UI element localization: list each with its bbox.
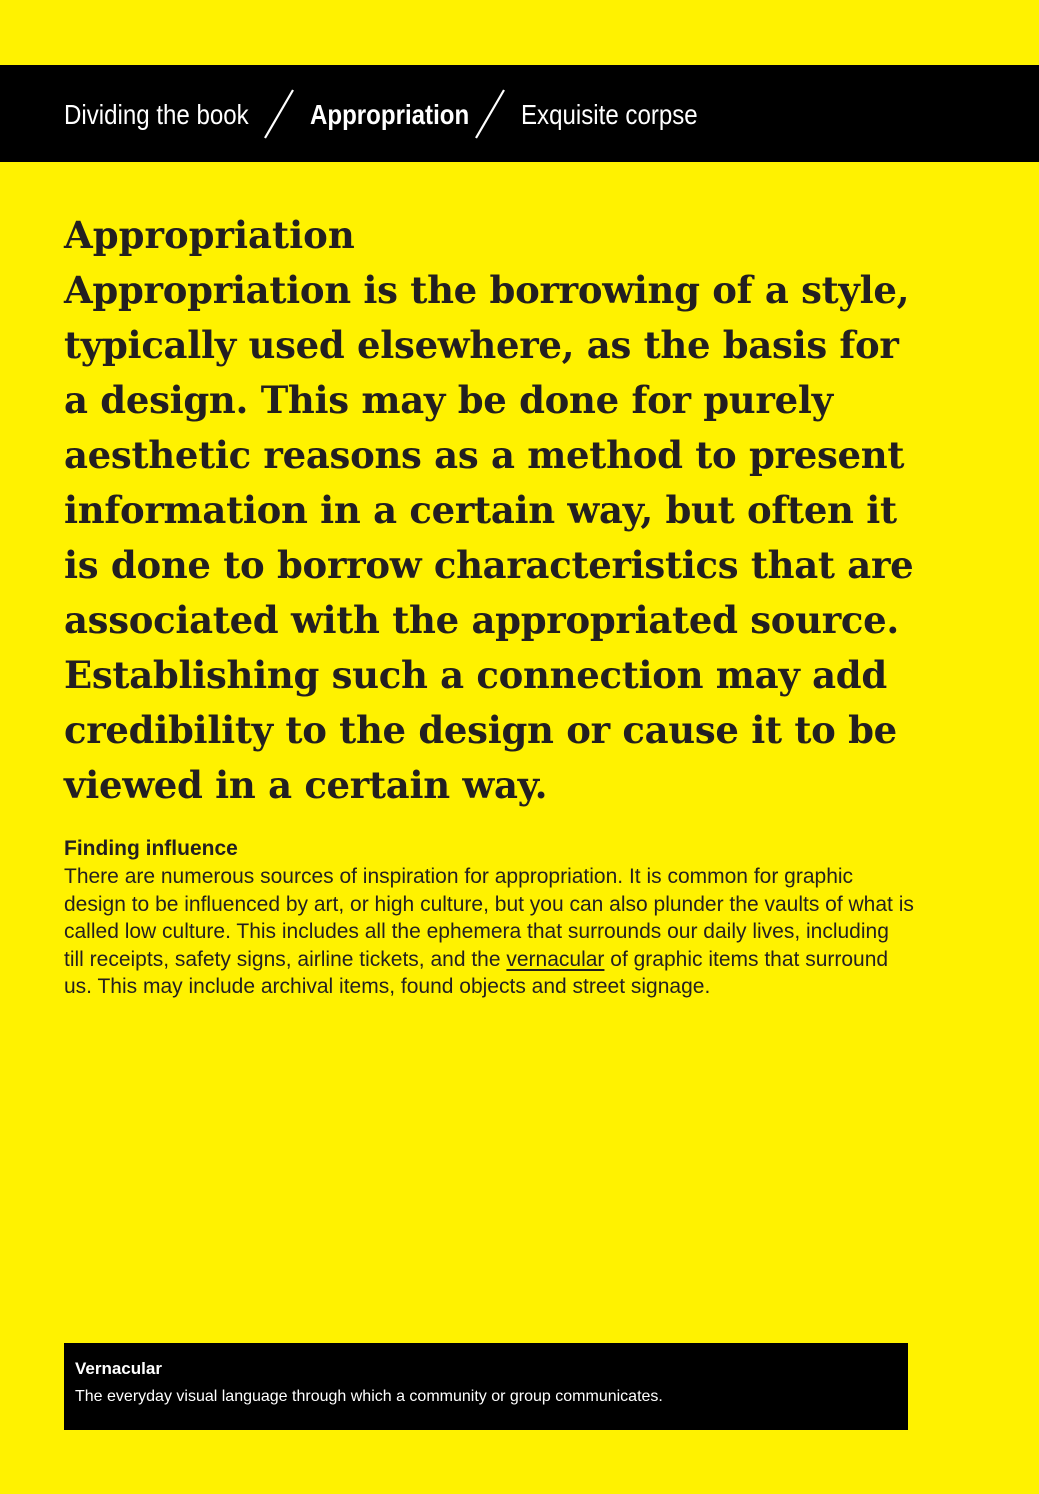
- section-title: Finding influence: [64, 837, 238, 860]
- vernacular-link[interactable]: vernacular: [506, 947, 605, 971]
- page-title: Appropriation: [64, 213, 355, 257]
- nav-item-dividing-the-book[interactable]: Dividing the book: [64, 99, 249, 130]
- definition-term: Vernacular: [75, 1359, 162, 1378]
- body-text-after-link: of graphic items that surround us. This may include archival items, found objects and street signage.: [64, 947, 889, 998]
- slash-separator-icon: [474, 89, 506, 139]
- slash-separator-icon: [263, 89, 295, 139]
- definition-box: [64, 1343, 908, 1430]
- body-text-before-link: There are numerous sources of inspiration for appropriation. It is common for graphic design to be influenced by art, or high culture, but you can also plunder the vaults of what is called low culture. This includes all the ephemera that surrounds our daily lives, including till receipts, safety signs, airline tickets, and the: [64, 865, 914, 971]
- article: [64, 208, 914, 1001]
- definition-text: The everyday visual language through which a community or group communicates.: [75, 1388, 663, 1405]
- breadcrumb-nav: [0, 65, 1039, 162]
- nav-item-appropriation[interactable]: Appropriation: [310, 99, 470, 130]
- nav-item-exquisite-corpse[interactable]: Exquisite corpse: [521, 99, 698, 130]
- section-body: [64, 863, 914, 1001]
- intro-paragraph: Appropriation is the borrowing of a style, typically used elsewhere, as the basis for a design. This may be done for purely aesthetic reasons as a method to present information in a certain way, but often it is done to borrow characteristics that are associated with the appropriated source. Establishing such a connection may add credibility to the design or cause it to be viewed in a certain way.: [64, 268, 914, 807]
